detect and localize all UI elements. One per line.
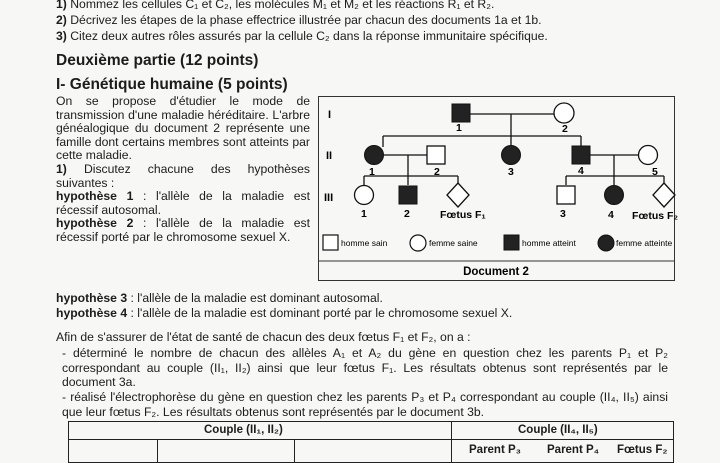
legend-affected-female: femme atteinte [616, 238, 673, 248]
hypothesis-3: hypothèse 3 : l'allèle de la maladie est dominant autosomal. [56, 291, 383, 305]
question-1: 1) Nommez les cellules C₁ et C₂, les molécules M₁ et M₂ et les réactions R₁ et R₂. [56, 0, 495, 11]
gen-label-I: I [328, 109, 332, 121]
legend-healthy-female-symbol [410, 235, 426, 251]
question-2: 2) Décrivez les étapes de la phase effectrice illustrée par chacun des documents 1a et 1b. [56, 13, 542, 27]
results-table [68, 421, 674, 463]
gen3-1-healthy-female [355, 186, 374, 205]
gen3-label-4: 4 [608, 209, 614, 221]
legend-affected-female-symbol [598, 235, 614, 251]
table-header-couple-1: Couple (II₁, II₂) [204, 424, 283, 436]
legend-affected-male: homme atteint [522, 238, 576, 248]
legend-healthy-male-symbol [323, 235, 338, 250]
gen2-5-healthy-female [639, 146, 658, 165]
part-title: Deuxième partie (12 points) [56, 52, 259, 69]
gen2-label-1: 1 [369, 166, 375, 178]
legend-healthy-male: homme sain [341, 238, 388, 248]
table-header-couple-2: Couple (II₄, II₅) [518, 424, 598, 436]
gen-label-II: II [326, 150, 333, 162]
table-subheader-parent-p3: Parent P₃ [469, 444, 521, 456]
gen1-label-2: 2 [562, 123, 568, 135]
gen2-label-3: 3 [508, 166, 514, 178]
gen2-label-4: 4 [578, 165, 584, 177]
gen2-2-healthy-male [427, 146, 445, 164]
gen1-healthy-female [554, 103, 574, 123]
question-discuss: 1) Discutez chacune des hypothèses suivantes : [56, 161, 310, 190]
gen3-label-foetus-f2: Fœtus F₂ [632, 210, 678, 222]
gen2-4-affected-male [572, 146, 590, 164]
hypothesis-2: hypothèse 2 : l'allèle de la maladie est récessif porté par le chromosome sexuel X. [56, 216, 310, 244]
gen3-label-1: 1 [361, 208, 367, 220]
table-subheader-parent-p4: Parent P₄ [547, 444, 600, 456]
hypothesis-4: hypothèse 4 : l'allèle de la maladie est dominant porté par le chromosome sexuel X. [56, 306, 513, 320]
gen2-1-affected-female [365, 146, 384, 165]
pedigree-figure [318, 96, 678, 282]
gen2-label-2: 2 [434, 166, 440, 178]
gen3-label-2: 2 [404, 208, 410, 220]
bullet-1: - déterminé le nombre de chacun des allèles A₁ et A₂ du gène en question chez les parents P₁ et P₂ correspondant au couple (II₁, II₂) ainsi que leur fœtus F₁. Les résultats obtenus sont représentés par le document 3a. [62, 346, 668, 389]
gen3-label-foetus-f1: Fœtus F₁ [440, 209, 486, 221]
gen2-3-affected-female [502, 146, 521, 165]
pedigree-caption: Document 2 [463, 266, 529, 278]
question-3: 3) Citez deux autres rôles assurés par la cellule C₂ dans la réponse immunitaire spécifique. [56, 29, 548, 43]
intro-column [56, 95, 310, 245]
hypothesis-1: hypothèse 1 : l'allèle de la maladie est récessif autosomal. [56, 189, 310, 217]
gen1-lines [383, 114, 581, 147]
legend-affected-male-symbol [504, 235, 519, 250]
gen1-label-1: 1 [456, 122, 462, 134]
bullet-2: - réalisé l'électrophorèse du gène en question chez les parents P₃ et P₄ correspondant au couple (II₄, II₅) ainsi que leur fœtus F₂. Les résultats obtenus sont représentés par le document 3b. [62, 390, 668, 419]
gen3-label-3: 3 [560, 208, 566, 220]
gen1-affected-male [452, 104, 470, 122]
table-subheader-foetus-f2: Fœtus F₂ [617, 444, 668, 456]
gen3-3-healthy-male [557, 186, 575, 204]
legend-healthy-female: femme saine [429, 238, 478, 248]
gen3-foetus-f1 [447, 183, 469, 207]
section-title: I- Génétique humaine (5 points) [56, 76, 288, 93]
afin-text: Afin de s'assurer de l'état de santé de chacun des deux fœtus F₁ et F₂, on a : [56, 330, 471, 344]
gen-label-III: III [324, 192, 334, 204]
gen3-4-affected-female [605, 186, 624, 205]
gen3-foetus-f2 [653, 183, 675, 207]
gen2-label-5: 5 [652, 166, 658, 178]
gen3-2-affected-male [399, 186, 417, 204]
intro-text: On se propose d'étudier le mode de transmission d'une maladie héréditaire. L'arbre généalogique du document 2 représente une famille dont certains membres sont atteints par cette maladie. [56, 94, 310, 163]
